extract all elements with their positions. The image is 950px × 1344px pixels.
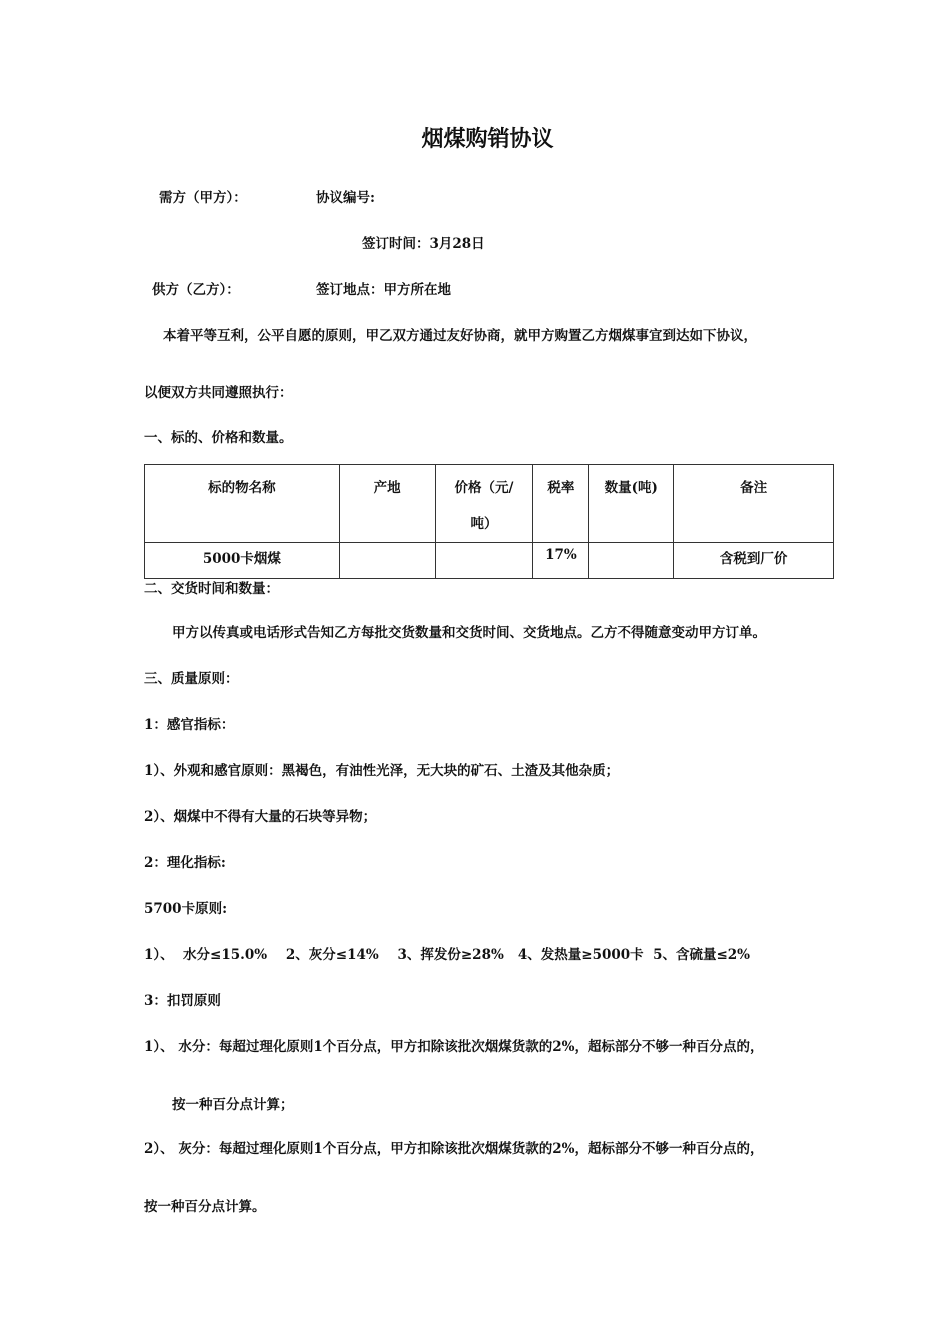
sign-place: 签订地点：甲方所在地 — [316, 282, 451, 298]
buyer-label: 需方（甲方）： — [159, 190, 247, 206]
penalty-heading: 3：扣罚原则 — [144, 993, 221, 1009]
physchem-subheading: 5700卡原则: — [144, 901, 228, 917]
cell-price — [435, 543, 533, 579]
goods-table — [144, 464, 834, 579]
section-1-heading: 一、标的、价格和数量。 — [144, 430, 293, 446]
penalty-item-1-line-2: 按一种百分点计算； — [172, 1097, 294, 1113]
cell-origin — [339, 543, 435, 579]
seller-label: 供方（乙方）： — [152, 282, 240, 298]
cell-tax-rate: 17% — [533, 543, 589, 579]
contract-number-label: 协议编号: — [316, 190, 375, 206]
intro-line-1: 本着平等互利，公平自愿的原则，甲乙双方通过友好协商，就甲方购置乙方烟煤事宜到达如下协议， — [163, 328, 757, 344]
penalty-item-2-line-2: 按一种百分点计算。 — [144, 1199, 266, 1215]
header-cell-quantity: 数量(吨) — [589, 465, 674, 543]
sensory-item-1: 1）、外观和感官原则：黑褐色，有油性光泽，无大块的矿石、土渣及其他杂质； — [144, 763, 620, 779]
sign-time: 签订时间：3月28日 — [362, 236, 485, 252]
cell-quantity — [589, 543, 674, 579]
section-2-text: 甲方以传真或电话形式告知乙方每批交货数量和交货时间、交货地点。乙方不得随意变动甲方订单。 — [172, 625, 766, 641]
physchem-heading: 2：理化指标: — [144, 855, 226, 871]
cell-item-name: 5000卡烟煤 — [145, 543, 340, 579]
table-header-row — [145, 465, 834, 543]
cell-remarks: 含税到厂价 — [674, 543, 834, 579]
header-cell-tax-rate: 税率 — [533, 465, 589, 543]
section-3-heading: 三、质量原则： — [144, 671, 239, 687]
header-cell-item-name: 标的物名称 — [145, 465, 340, 543]
header-cell-origin: 产地 — [339, 465, 435, 543]
intro-line-2: 以便双方共同遵照执行： — [144, 385, 293, 401]
header-cell-remarks: 备注 — [674, 465, 834, 543]
document-title: 烟煤购销协议 — [421, 126, 554, 152]
section-2-heading: 二、交货时间和数量： — [144, 581, 279, 597]
penalty-item-1-line-1: 1）、 水分：每超过理化原则1个百分点，甲方扣除该批次烟煤货款的2%，超标部分不够一种百分点的， — [144, 1039, 764, 1055]
header-cell-price: 价格（元/ 吨） — [435, 465, 533, 543]
physchem-item: 1）、 水分≤15.0% 2、灰分≤14% 3、挥发份≥28% 4、发热量≥5000卡 5、含硫量≤2% — [144, 947, 751, 963]
table-row — [145, 543, 834, 579]
sensory-item-2: 2）、烟煤中不得有大量的石块等异物； — [144, 809, 377, 825]
penalty-item-2-line-1: 2）、 灰分：每超过理化原则1个百分点，甲方扣除该批次烟煤货款的2%，超标部分不够一种百分点的， — [144, 1141, 764, 1157]
sensory-heading: 1：感官指标： — [144, 717, 235, 733]
